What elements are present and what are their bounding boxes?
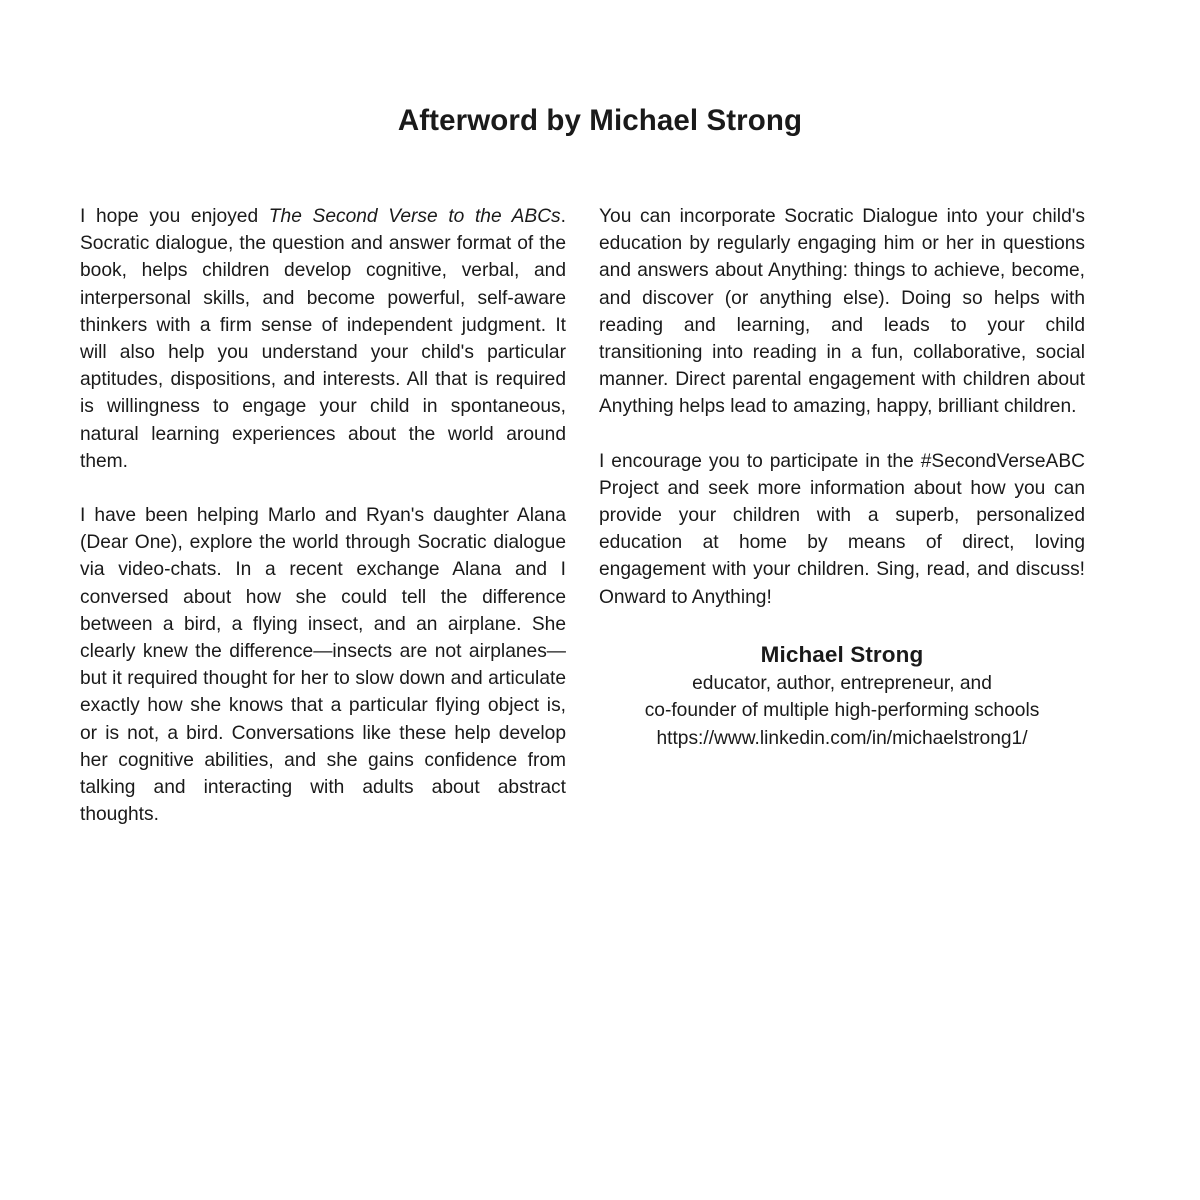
body-columns	[80, 203, 1085, 828]
page-title: Afterword by Michael Strong	[397, 103, 803, 137]
signature-block	[599, 640, 1085, 752]
book-title-italic: The Second Verse to the ABCs	[268, 206, 561, 227]
signature-role-line-2: co-founder of multiple high-performing schools	[644, 700, 1040, 722]
signature-role-line-1: educator, author, entrepreneur, and	[692, 672, 992, 694]
signature-linkedin-url[interactable]: https://www.linkedin.com/in/michaelstrong1/	[656, 727, 1028, 749]
left-column	[80, 203, 566, 828]
left-paragraph-1	[80, 203, 566, 475]
left-paragraph-1-intro: I hope you enjoyed	[80, 206, 269, 227]
signature-name: Michael Strong	[760, 641, 924, 667]
right-paragraph-2: I encourage you to participate in the #SecondVerseABC Project and seek more information about how you can provide your children with a superb, personalized education at home by means of direct, loving engagement with your children. Sing, read, and discuss! Onward to Anything!	[599, 450, 1085, 608]
right-paragraph-1: You can incorporate Socratic Dialogue into your child's education by regularly engaging him or her in questions and answers about Anything: things to achieve, become, and discover (or anything else). Doing so helps with reading and learning, and leads to your child transitioning into reading in a fun, collaborative, social manner. Direct parental engagement with children about Anything helps lead to amazing, happy, brilliant children.	[599, 206, 1085, 418]
left-paragraph-1-rest: . Socratic dialogue, the question and answer format of the book, helps children develop cognitive, verbal, and interpersonal skills, and become powerful, self-aware thinkers with a firm sense of independent judgment. It will also help you understand your child's particular aptitudes, dispositions, and interests. All that is required is willingness to engage your child in spontaneous, natural learning experiences about the world around them.	[80, 206, 566, 472]
right-column	[599, 203, 1085, 752]
left-paragraph-2: I have been helping Marlo and Ryan's daughter Alana (Dear One), explore the world through Socratic dialogue via video-chats. In a recent exchange Alana and I conversed about how she could tell the difference between a bird, a flying insect, and an airplane. She clearly knew the difference—insects are not airplanes—but it required thought for her to slow down and articulate exactly how she knows that a particular flying object is, or is not, a bird. Conversations like these help develop her cognitive abilities, and she gains confidence from talking and interacting with adults about abstract thoughts.	[80, 505, 566, 826]
